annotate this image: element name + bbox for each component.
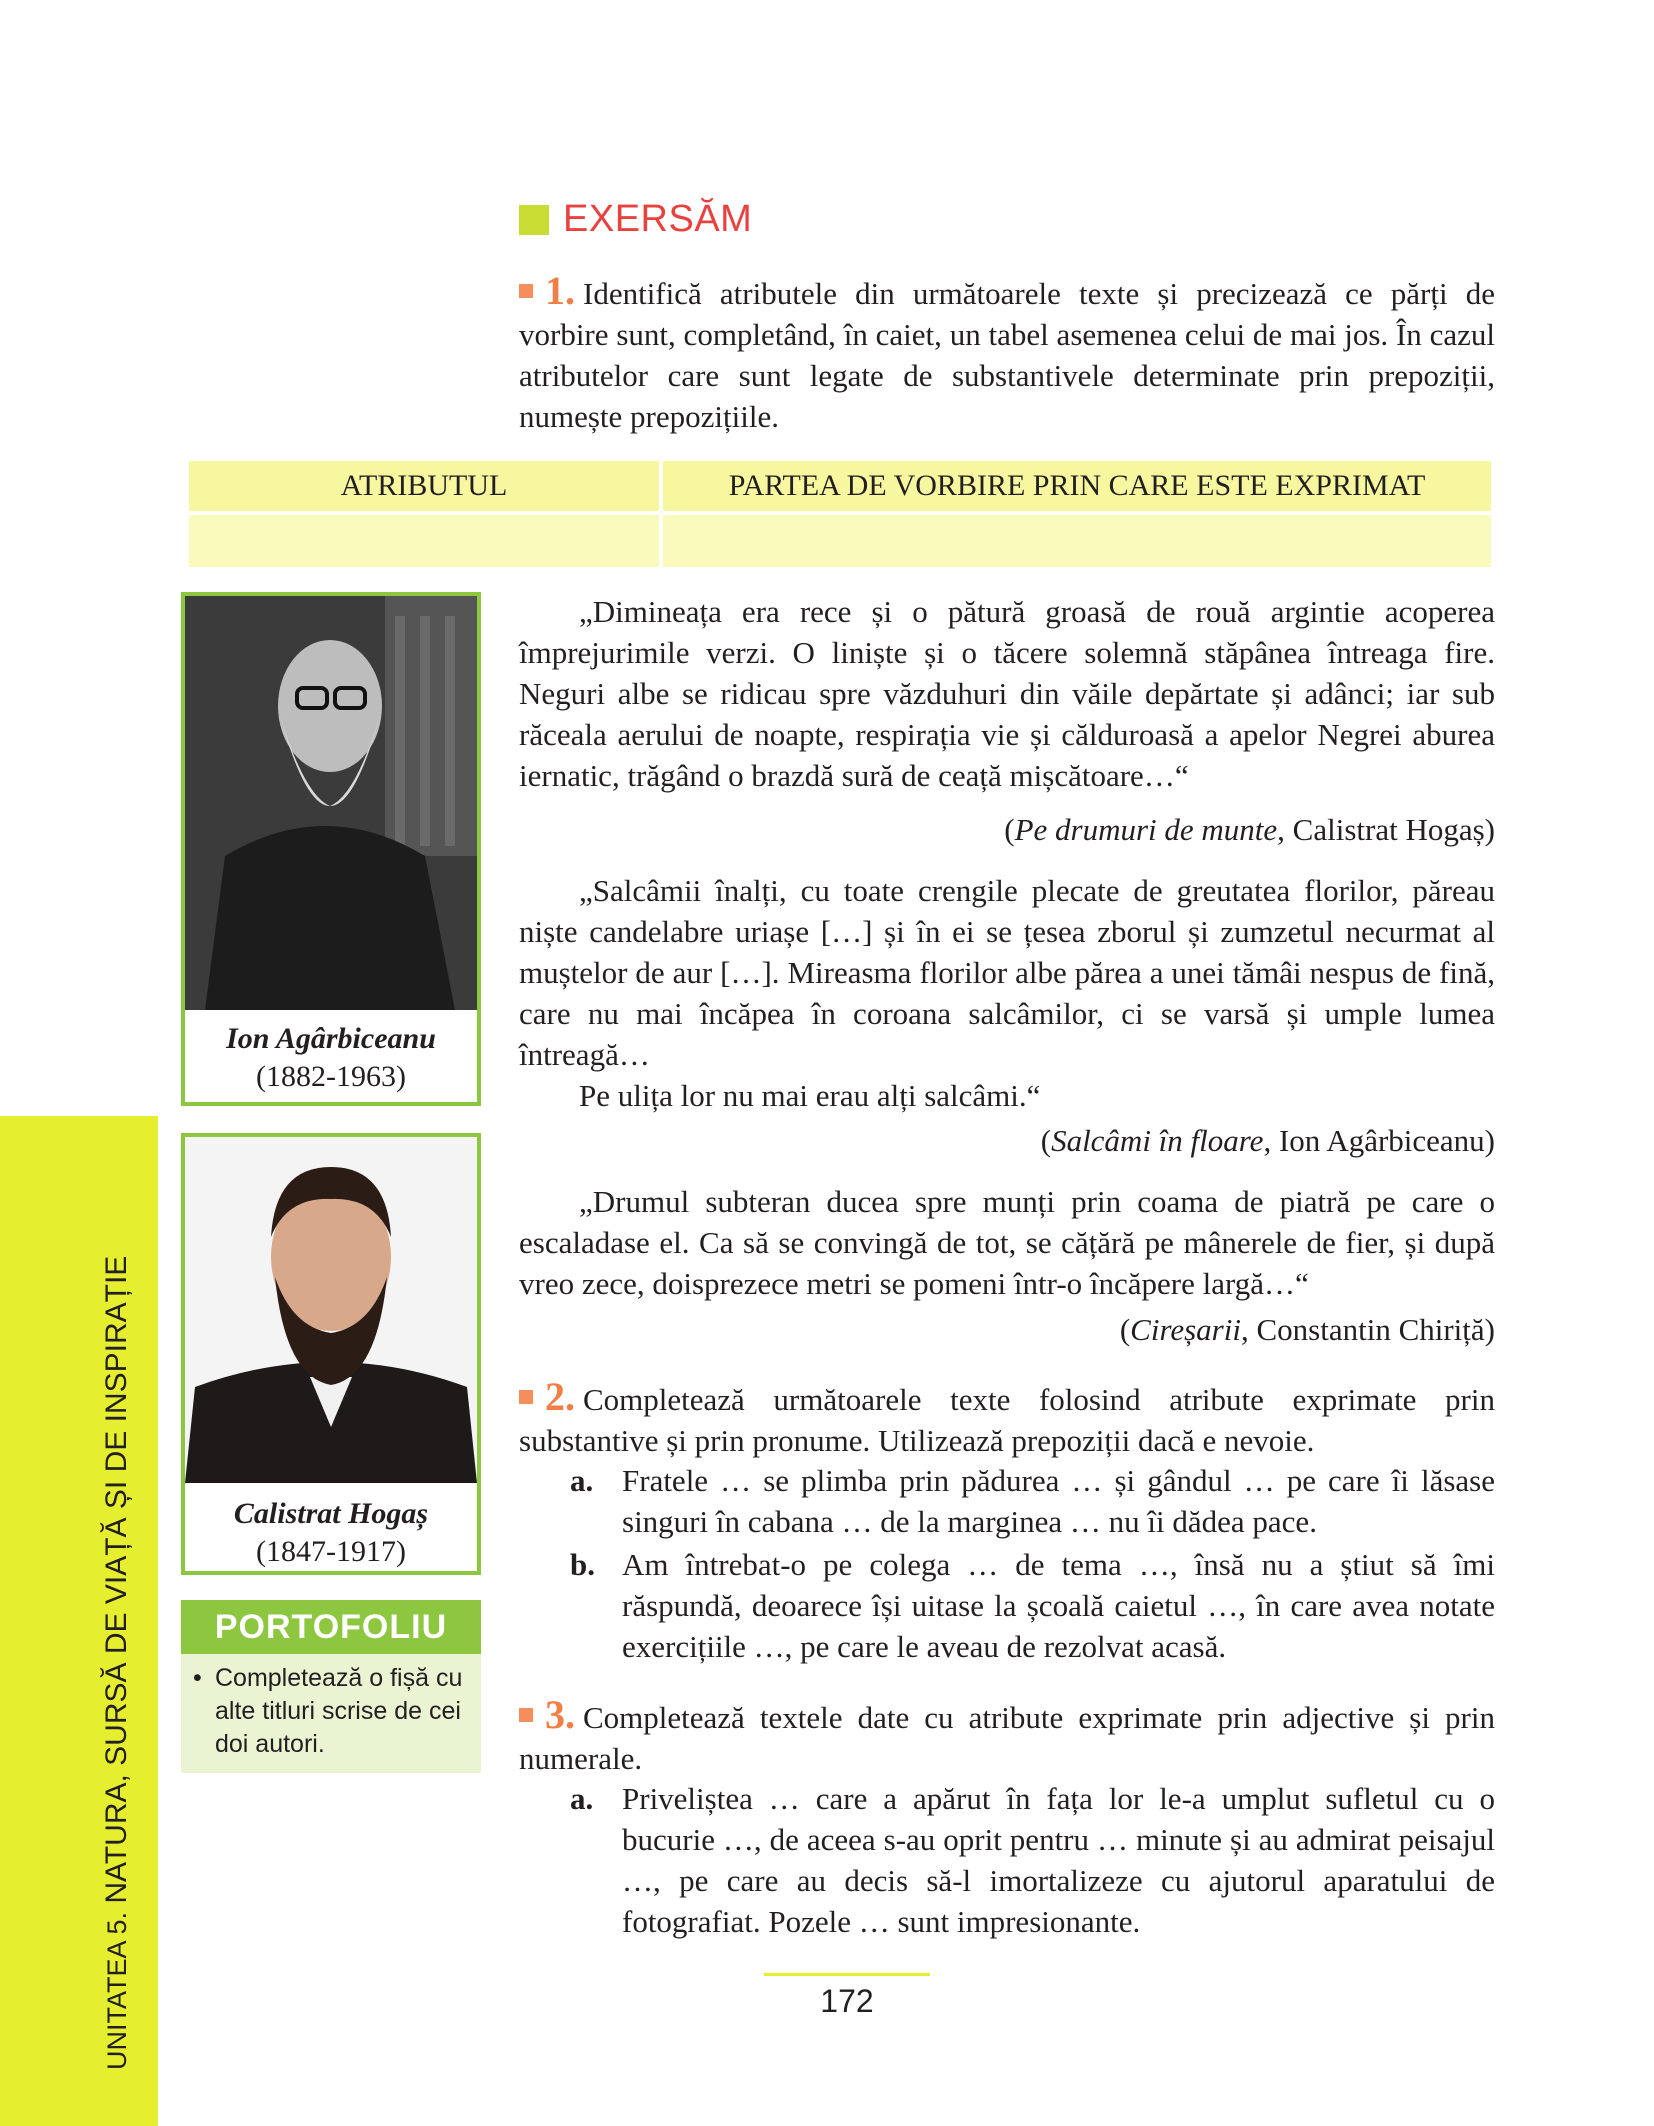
exercise-1 xyxy=(519,270,1495,437)
portofoliu-item-text: Completează o fișă cu alte titluri scrise de cei doi autori. xyxy=(215,1664,463,1758)
exercise-3-number: 3. xyxy=(545,1692,575,1737)
bullet-dot-icon: • xyxy=(193,1664,202,1692)
attribute-table xyxy=(185,457,1495,571)
portrait-illustration xyxy=(185,1137,477,1483)
quote-3-text: „Drumul subteran ducea spre munți prin coama de piatră pe care o escaladase el. Ca să se convingă de tot, se cățără pe mânerele de fier, și după vreo zece, doisprezece metri se pomeni într-o încăpere largă…“ xyxy=(519,1184,1495,1301)
exercise-1-number: 1. xyxy=(545,268,575,313)
quote-2-text-end: Pe ulița lor nu mai erau alți salcâmi.“ xyxy=(579,1078,1041,1113)
quote-2-source-author: , Ion Agârbiceanu) xyxy=(1263,1123,1495,1158)
quote-1-source: (Pe drumuri de munte, Calistrat Hogaș) xyxy=(1004,812,1495,847)
author-card-agarbiceanu xyxy=(181,592,481,1106)
author-caption-agarbiceanu xyxy=(185,1010,477,1096)
author-card-hogas xyxy=(181,1133,481,1575)
bullet-square-icon xyxy=(519,284,533,298)
table-row xyxy=(189,515,1491,567)
exercise-3 xyxy=(519,1694,1495,1779)
table-cell xyxy=(189,515,659,567)
quote-2-source: (Salcâmi în floare, Ion Agârbiceanu) xyxy=(1040,1123,1495,1158)
table-header-attribute: ATRIBUTUL xyxy=(189,461,659,511)
item-label: b. xyxy=(570,1547,595,1582)
portofoliu-body xyxy=(181,1654,481,1773)
table-cell xyxy=(663,515,1491,567)
item-text: Am întrebat-o pe colega … de tema …, însă nu a știut să îmi răspundă, deoarece își uitase la școală caietul …, în care avea notate exercițiile …, pe care le aveau de rezolvat acasă. xyxy=(622,1547,1495,1664)
author-name: Calistrat Hogaș xyxy=(233,1497,429,1530)
quote-3-source-title: Cireșarii xyxy=(1130,1312,1241,1347)
exercise-2-item-b xyxy=(570,1544,1495,1667)
quote-3-source-author: , Constantin Chiriță) xyxy=(1240,1312,1495,1347)
table-header-part-of-speech: PARTEA DE VORBIRE PRIN CARE ESTE EXPRIMAT xyxy=(663,461,1491,511)
unit-label xyxy=(100,1256,134,2070)
exercise-2-text: Completează următoarele texte folosind atribute exprimate prin substantive și prin pronume. Utilizează prepoziții dacă e nevoie. xyxy=(519,1382,1495,1458)
portrait-illustration xyxy=(185,596,477,1010)
quote-1-source-author: , Calistrat Hogaș) xyxy=(1277,812,1495,847)
author-caption-hogas xyxy=(185,1483,477,1571)
quote-1-text: „Dimineața era rece și o pătură groasă de rouă argintie acoperea împrejurimile verzi. O liniște și o tăcere solemnă stăpânea întreaga fire. Neguri albe se ridicau spre văzduhuri din văile depărtate și adânci; iar sub răceala aerului de noapte, respirația vie și călduroasă a apelor Negrei aburea iernatic, trăgând o brazdă sură de ceață mișcătoare…“ xyxy=(519,594,1495,793)
author-photo-hogas xyxy=(185,1137,477,1483)
author-photo-agarbiceanu xyxy=(185,596,477,1010)
item-text: Fratele … se plimba prin pădurea … și gândul … pe care îi lăsase singuri în cabana … de la marginea … nu îi dădea pace. xyxy=(622,1463,1495,1539)
section-square-icon xyxy=(519,205,549,235)
item-text: Priveliștea … care a apărut în fața lor le-a umplut sufletul cu o bucurie …, de aceea s-au oprit pentru … minute și au admirat peisajul …, pe care au decis să-l imortalizeze cu ajutorul aparatului de fotografiat. Pozele … sunt impresionante. xyxy=(622,1781,1495,1939)
quote-1-source-title: Pe drumuri de munte xyxy=(1014,812,1278,847)
exercise-2-number: 2. xyxy=(545,1374,575,1419)
unit-title: NATURA, SURSĂ DE VIAȚĂ ȘI DE INSPIRAȚIE xyxy=(100,1255,133,1904)
exercise-1-text: Identifică atributele din următoarele texte și precizează ce părți de vorbire sunt, completând, în caiet, un tabel asemenea celui de mai jos. În cazul atributelor care sunt legate de substantivele determinate prin prepoziții, numește prepozițiile. xyxy=(519,276,1495,434)
section-header xyxy=(519,198,752,241)
exercise-2 xyxy=(519,1376,1495,1461)
item-label: a. xyxy=(570,1781,594,1816)
author-name: Ion Agârbiceanu xyxy=(226,1022,436,1055)
portofoliu-title: PORTOFOLIU xyxy=(181,1600,481,1654)
quote-2-text: „Salcâmii înalți, cu toate crengile plecate de greutatea florilor, păreau niște candelabre uriașe […] și în ei se țesea zborul și zumzetul necurmat al muștelor de aur […]. Mireasma florilor albe părea a unei tămâi nespus de fină, care nu mai încăpea în coroana salcâmilor, ci se varsă și umple lumea întreagă… xyxy=(519,873,1495,1072)
unit-number: UNITATEA 5. xyxy=(102,1911,132,2070)
exercise-2-item-a xyxy=(570,1460,1495,1542)
author-years: (1847-1917) xyxy=(256,1535,406,1568)
portofoliu-item xyxy=(193,1662,471,1761)
table-header-row xyxy=(189,461,1491,511)
author-years: (1882-1963) xyxy=(256,1060,406,1093)
bullet-square-icon xyxy=(519,1390,533,1404)
page-number-rule xyxy=(764,1973,930,1976)
exercise-3-text: Completează textele date cu atribute exprimate prin adjective și prin numerale. xyxy=(519,1700,1495,1776)
section-title: EXERSĂM xyxy=(563,198,753,240)
quote-2-source-title: Salcâmi în floare xyxy=(1051,1123,1264,1158)
quote-3-source: (Cireșarii, Constantin Chiriță) xyxy=(1119,1312,1495,1347)
side-band xyxy=(0,1116,158,2126)
exercise-3-item-a xyxy=(570,1778,1495,1942)
item-label: a. xyxy=(570,1463,594,1498)
portofoliu-box xyxy=(181,1600,481,1773)
page-number: 172 xyxy=(820,1983,874,2019)
bullet-square-icon xyxy=(519,1708,533,1722)
